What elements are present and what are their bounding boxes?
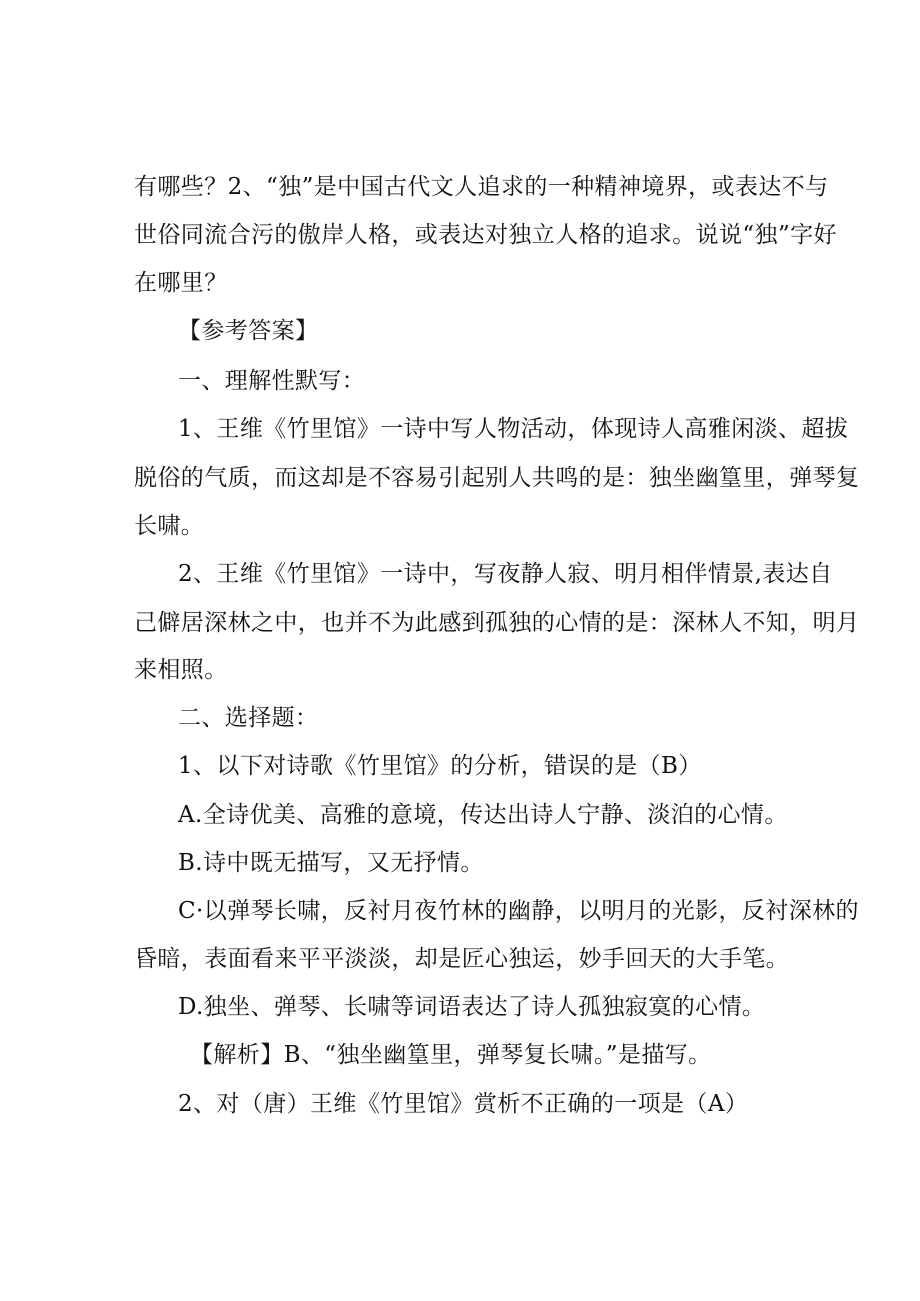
option-a: A.全诗优美、高雅的意境，传达出诗人宁静、淡泊的心情。 <box>178 802 788 828</box>
text-line: 有哪些？2、“独”是中国古代文人追求的一种精神境界，或表达不与 <box>134 174 829 200</box>
option-b: B.诗中既无描写，又无抒情。 <box>178 850 484 876</box>
question-line: 1、以下对诗歌《竹里馆》的分析，错误的是（B） <box>178 753 702 779</box>
text-line: 世俗同流合污的傲岸人格，或表达对独立人格的追求。说说“独”字好 <box>134 222 837 248</box>
option-d: D.独坐、弹琴、长啸等词语表达了诗人孤独寂寞的心情。 <box>178 994 766 1020</box>
text-line: 脱俗的气质，而这却是不容易引起别人共鸣的是：独坐幽篁里，弹琴复 <box>134 465 860 491</box>
text-line: 己僻居深林之中，也并不为此感到孤独的心情的是：深林人不知，明月 <box>134 610 860 636</box>
analysis-line: 【解析】B、“独坐幽篁里，弹琴复长啸。”是描写。 <box>190 1042 712 1068</box>
text-line: 昏暗，表面看来平平淡淡，却是匠心独运，妙手回天的大手笔。 <box>134 946 790 972</box>
text-line: 2、王维《竹里馆》一诗中，写夜静人寂、明月相伴情景,表达自 <box>178 561 833 587</box>
section-heading-choice: 二、选择题： <box>178 705 319 731</box>
answer-heading: 【参考答案】 <box>178 318 319 344</box>
text-line: 在哪里？ <box>134 270 228 296</box>
text-line: 长啸。 <box>134 513 205 539</box>
text-line: 来相照。 <box>134 657 228 683</box>
section-heading-dictation: 一、理解性默写： <box>178 368 366 394</box>
option-c: C·以弹琴长啸，反衬月夜竹林的幽静，以明月的光影，反衬深林的 <box>178 898 859 924</box>
text-line: 1、王维《竹里馆》一诗中写人物活动，体现诗人高雅闲淡、超拔 <box>178 416 849 442</box>
question-line: 2、对（唐）王维《竹里馆》赏析不正确的一项是（A） <box>178 1091 749 1117</box>
